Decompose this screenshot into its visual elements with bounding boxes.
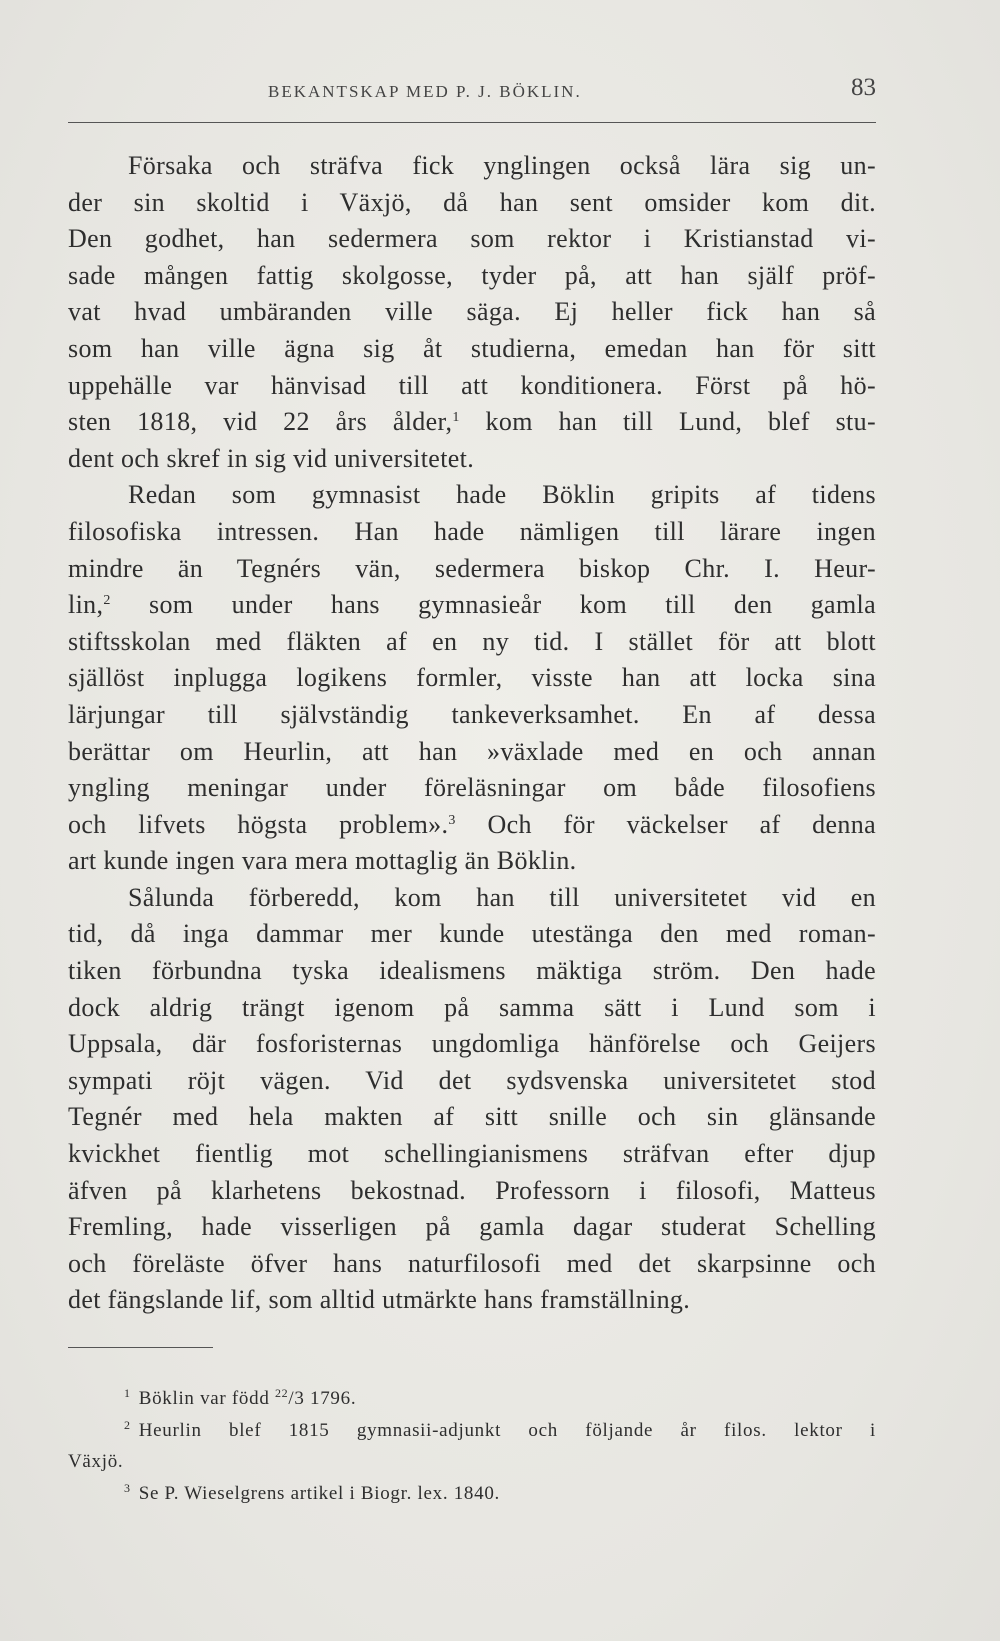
text-line xyxy=(68,404,876,441)
footnote-ref-1[interactable]: 1 xyxy=(452,410,460,426)
text-line: der sin skoltid i Växjö, då han sent omsider kom dit. xyxy=(68,187,876,217)
footnote-date-rest: /3 1796. xyxy=(288,1388,357,1409)
text-line: Tegnér med hela makten af sitt snille och sin glänsande xyxy=(68,1102,876,1132)
text-segment: och lifvets högsta problem». xyxy=(68,809,449,839)
footnote-text: Heurlin blef 1815 gymnasii-adjunkt och följande år filos. lektor i xyxy=(138,1419,876,1441)
text-line: dent och skref in sig vid universitetet. xyxy=(68,443,475,473)
footnote-text: Se P. Wieselgrens artikel i Biogr. lex. 1840. xyxy=(138,1482,500,1504)
text-line: tiken förbundna tyska idealismens mäktiga ström. Den hade xyxy=(68,956,876,986)
text-line: mindre än Tegnérs vän, sedermera biskop Chr. I. Heur- xyxy=(68,553,876,583)
page-header xyxy=(68,70,876,110)
text-line: kvickhet fientlig mot schellingianismens sträfvan efter djup xyxy=(68,1139,876,1169)
text-line: sympati röjt vägen. Vid det sydsvenska universitetet stod xyxy=(68,1065,876,1095)
text-segment: sten 1818, vid 22 års ålder, xyxy=(68,407,453,437)
text-segment: kom han till Lund, blef stu- xyxy=(485,407,876,437)
running-head: BEKANTSKAP MED P. J. BÖKLIN. xyxy=(268,82,582,101)
footnotes xyxy=(68,1383,876,1509)
text-line: berättar om Heurlin, att han »växlade med en och annan xyxy=(68,736,876,766)
footnote-marker: 1 xyxy=(124,1386,131,1400)
text-line: vat hvad umbäranden ville säga. Ej heller fick han så xyxy=(68,297,876,327)
text-line: äfven på klarhetens bekostnad. Professorn i filosofi, Matteus xyxy=(68,1175,876,1205)
footnote-ref-2[interactable]: 2 xyxy=(103,593,111,609)
body-text xyxy=(68,148,876,1319)
header-rule xyxy=(68,122,876,123)
text-line: stiftsskolan med fläkten af en ny tid. I stället för att blott xyxy=(68,626,876,656)
text-line: och föreläste öfver hans naturfilosofi med det skarpsinne och xyxy=(68,1248,876,1278)
text-line xyxy=(68,807,876,844)
text-line: filosofiska intressen. Han hade nämligen till lärare ingen xyxy=(68,516,876,546)
text-segment: Och för väckelser af denna xyxy=(487,809,876,839)
footnote-text: Böklin var född xyxy=(138,1388,270,1409)
text-line: lärjungar till självständig tankeverksamhet. En af dessa xyxy=(68,699,876,729)
text-line: Uppsala, där fosforisternas ungdomliga hänförelse och Geijers xyxy=(68,1029,876,1059)
footnote-marker: 2 xyxy=(124,1417,131,1432)
text-line: Fremling, hade visserligen på gamla dagar studerat Schelling xyxy=(68,1212,876,1242)
text-line: det fängslande lif, som alltid utmärkte hans framställning. xyxy=(68,1285,691,1315)
text-segment: lin, xyxy=(68,590,104,620)
footnote-marker: 3 xyxy=(124,1480,131,1495)
footnote-rule xyxy=(68,1347,213,1348)
text-line: Redan som gymnasist hade Böklin gripits af tidens xyxy=(128,480,876,510)
text-line: själlöst inplugga logikens formler, visste han att locka sina xyxy=(68,663,876,693)
text-line: tid, då inga dammar mer kunde utestänga den med roman- xyxy=(68,919,876,949)
footnote-3 xyxy=(68,1478,876,1510)
text-line: sade mången fattig skolgosse, tyder på, att han själf pröf- xyxy=(68,260,876,290)
text-line: uppehälle var hänvisad till att konditionera. Först på hö- xyxy=(68,370,876,400)
text-line: Försaka och sträfva fick ynglingen också lära sig un- xyxy=(128,151,876,180)
text-line: Sålunda förberedd, kom han till universitetet vid en xyxy=(128,882,876,912)
text-line: dock aldrig trängt igenom på samma sätt i Lund som i xyxy=(68,992,876,1022)
text-line: art kunde ingen vara mera mottaglig än Böklin. xyxy=(68,846,577,876)
text-line: yngling meningar under föreläsningar om både filosofiens xyxy=(68,773,876,803)
footnote-2 xyxy=(68,1415,876,1447)
text-line: Den godhet, han sedermera som rektor i Kristianstad vi- xyxy=(68,224,876,254)
footnote-1 xyxy=(68,1383,876,1415)
page-number: 83 xyxy=(851,74,876,101)
footnote-2-continuation: Växjö. xyxy=(68,1451,124,1472)
text-line xyxy=(68,587,876,624)
text-line: som han ville ägna sig åt studierna, emedan han för sitt xyxy=(68,333,876,363)
text-segment: som under hans gymnasieår kom till den gamla xyxy=(148,590,876,620)
footnote-date-day: 22 xyxy=(274,1386,289,1400)
footnote-ref-3[interactable]: 3 xyxy=(448,812,456,828)
